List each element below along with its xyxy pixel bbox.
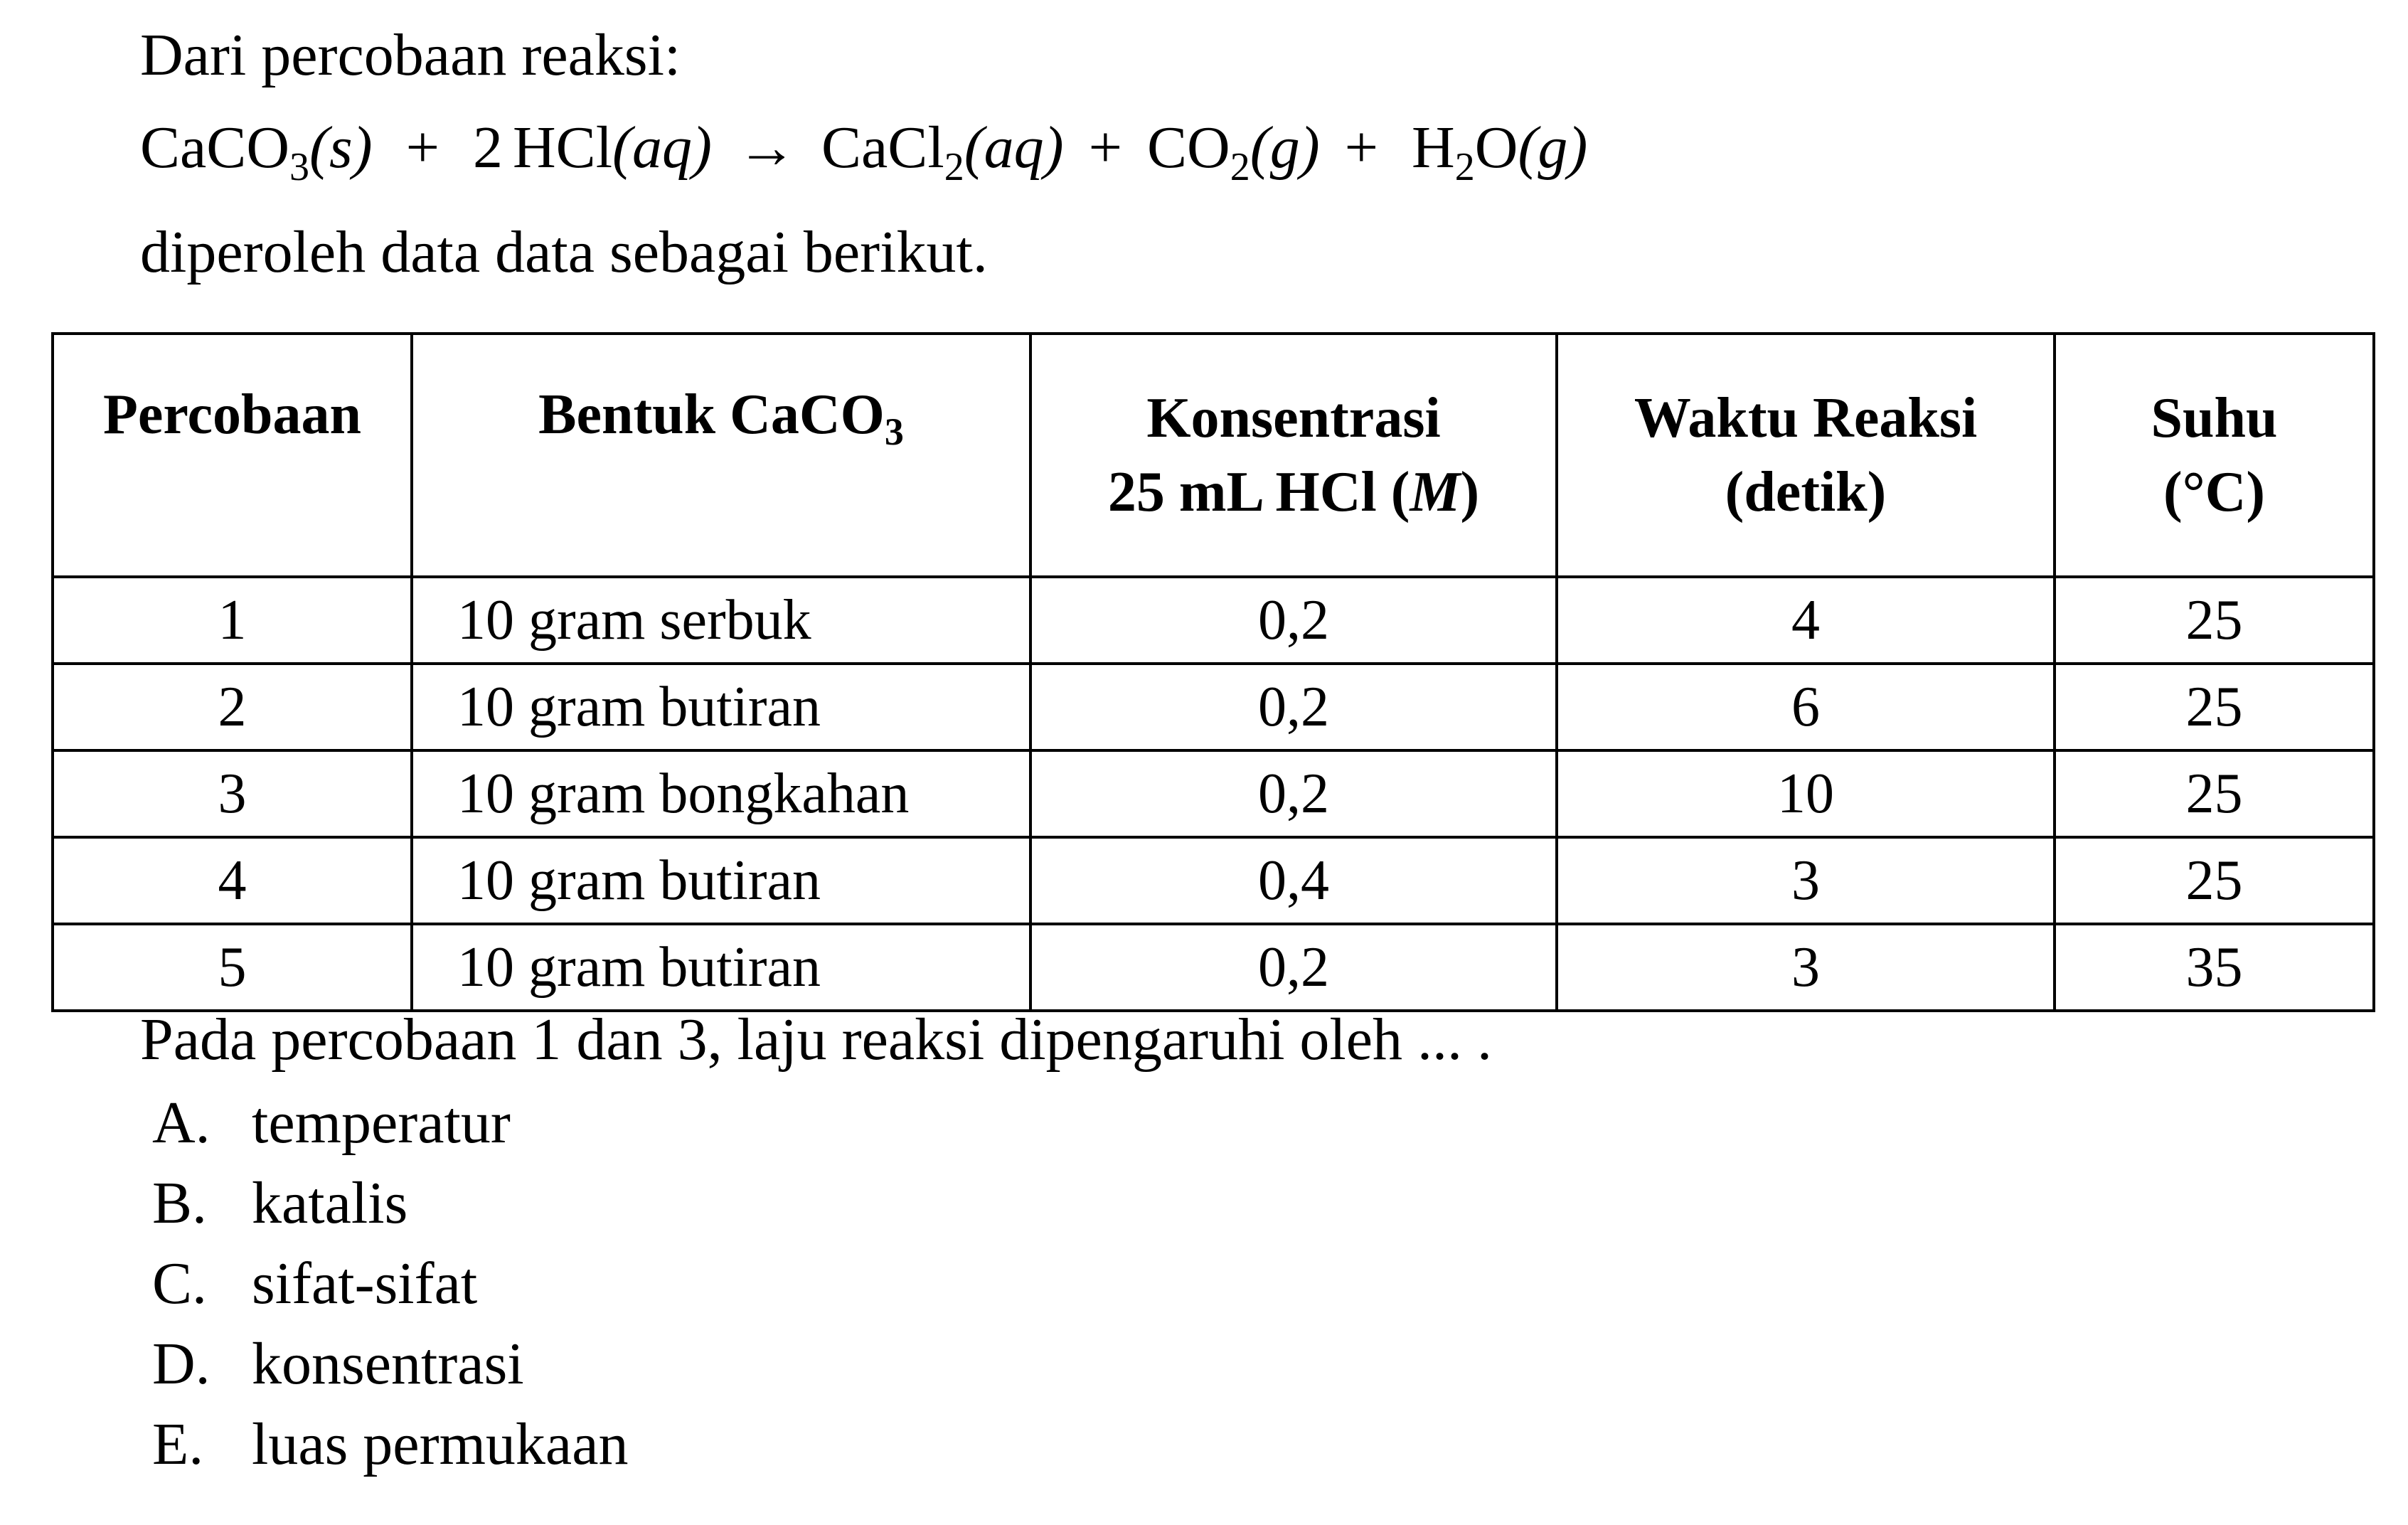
option-a[interactable]	[152, 1083, 628, 1163]
option-c[interactable]	[152, 1243, 628, 1324]
table-row	[53, 837, 2374, 924]
plus-sign: +	[1344, 115, 1379, 181]
option-letter: B.	[152, 1170, 208, 1236]
option-letter: A.	[152, 1090, 211, 1156]
product-co2: $CO_2(g)$	[1147, 115, 1320, 189]
cell-suhu: 25	[2055, 837, 2374, 924]
table-row	[53, 577, 2374, 664]
option-e[interactable]	[152, 1404, 628, 1484]
table-row	[53, 750, 2374, 837]
cell-suhu: 35	[2055, 924, 2374, 1011]
data-table	[51, 332, 2375, 1012]
plus-sign: +	[405, 115, 440, 181]
lead-text: diperoleh data data sebagai berikut.	[140, 219, 988, 285]
reactant-caco3: CaCO$_3$(s)	[140, 115, 373, 189]
cell-konsentrasi: 0,2	[1030, 664, 1557, 750]
cell-waktu: 3	[1557, 837, 2055, 924]
cell-suhu: 25	[2055, 750, 2374, 837]
intro-text: Dari percobaan reaksi:	[140, 22, 681, 88]
cell-konsentrasi: 0,2	[1030, 577, 1557, 664]
table-row	[53, 924, 2374, 1011]
cell-bentuk: 10 gram serbuk	[412, 577, 1030, 664]
header-percobaan: Percobaan	[53, 334, 412, 577]
header-bentuk: Bentuk CaCO$_3$	[412, 334, 1030, 577]
plus-sign: +	[1088, 115, 1123, 181]
cell-percobaan: 2	[53, 664, 412, 750]
option-b[interactable]	[152, 1163, 628, 1243]
header-suhu: Suhu (°C)	[2055, 334, 2374, 577]
answer-options	[152, 1083, 628, 1484]
cell-konsentrasi: 0,2	[1030, 750, 1557, 837]
reaction-equation	[140, 112, 1588, 189]
option-text: luas permukaan	[252, 1411, 629, 1477]
option-text: katalis	[252, 1170, 408, 1236]
cell-suhu: 25	[2055, 664, 2374, 750]
option-text: konsentrasi	[252, 1331, 524, 1397]
header-waktu: Waktu Reaksi (detik)	[1557, 334, 2055, 577]
cell-bentuk: 10 gram bongkahan	[412, 750, 1030, 837]
header-konsentrasi: Konsentrasi 25 mL HCl (M)	[1030, 334, 1557, 577]
cell-waktu: 10	[1557, 750, 2055, 837]
reaction-arrow: →	[737, 115, 797, 181]
cell-percobaan: 4	[53, 837, 412, 924]
option-text: temperatur	[252, 1090, 511, 1156]
cell-bentuk: 10 gram butiran	[412, 924, 1030, 1011]
product-h2o: $H_2O(g)$	[1412, 115, 1588, 189]
cell-percobaan: 3	[53, 750, 412, 837]
cell-bentuk: 10 gram butiran	[412, 664, 1030, 750]
option-letter: D.	[152, 1331, 211, 1397]
cell-waktu: 4	[1557, 577, 2055, 664]
table-header-row	[53, 334, 2374, 577]
question-text: Pada percobaan 1 dan 3, laju reaksi dipengaruhi oleh ... .	[140, 1006, 1493, 1073]
cell-suhu: 25	[2055, 577, 2374, 664]
option-letter: E.	[152, 1411, 204, 1477]
table-row	[53, 664, 2374, 750]
option-letter: C.	[152, 1250, 208, 1317]
cell-waktu: 6	[1557, 664, 2055, 750]
option-d[interactable]	[152, 1324, 628, 1404]
cell-konsentrasi: 0,2	[1030, 924, 1557, 1011]
cell-bentuk: 10 gram butiran	[412, 837, 1030, 924]
reactant-hcl: 2 HCl(aq)	[473, 115, 712, 181]
cell-percobaan: 1	[53, 577, 412, 664]
cell-waktu: 3	[1557, 924, 2055, 1011]
cell-percobaan: 5	[53, 924, 412, 1011]
option-text: sifat-sifat	[252, 1250, 478, 1317]
product-cacl2: CaCl$_2$(aq)	[821, 115, 1064, 189]
cell-konsentrasi: 0,4	[1030, 837, 1557, 924]
